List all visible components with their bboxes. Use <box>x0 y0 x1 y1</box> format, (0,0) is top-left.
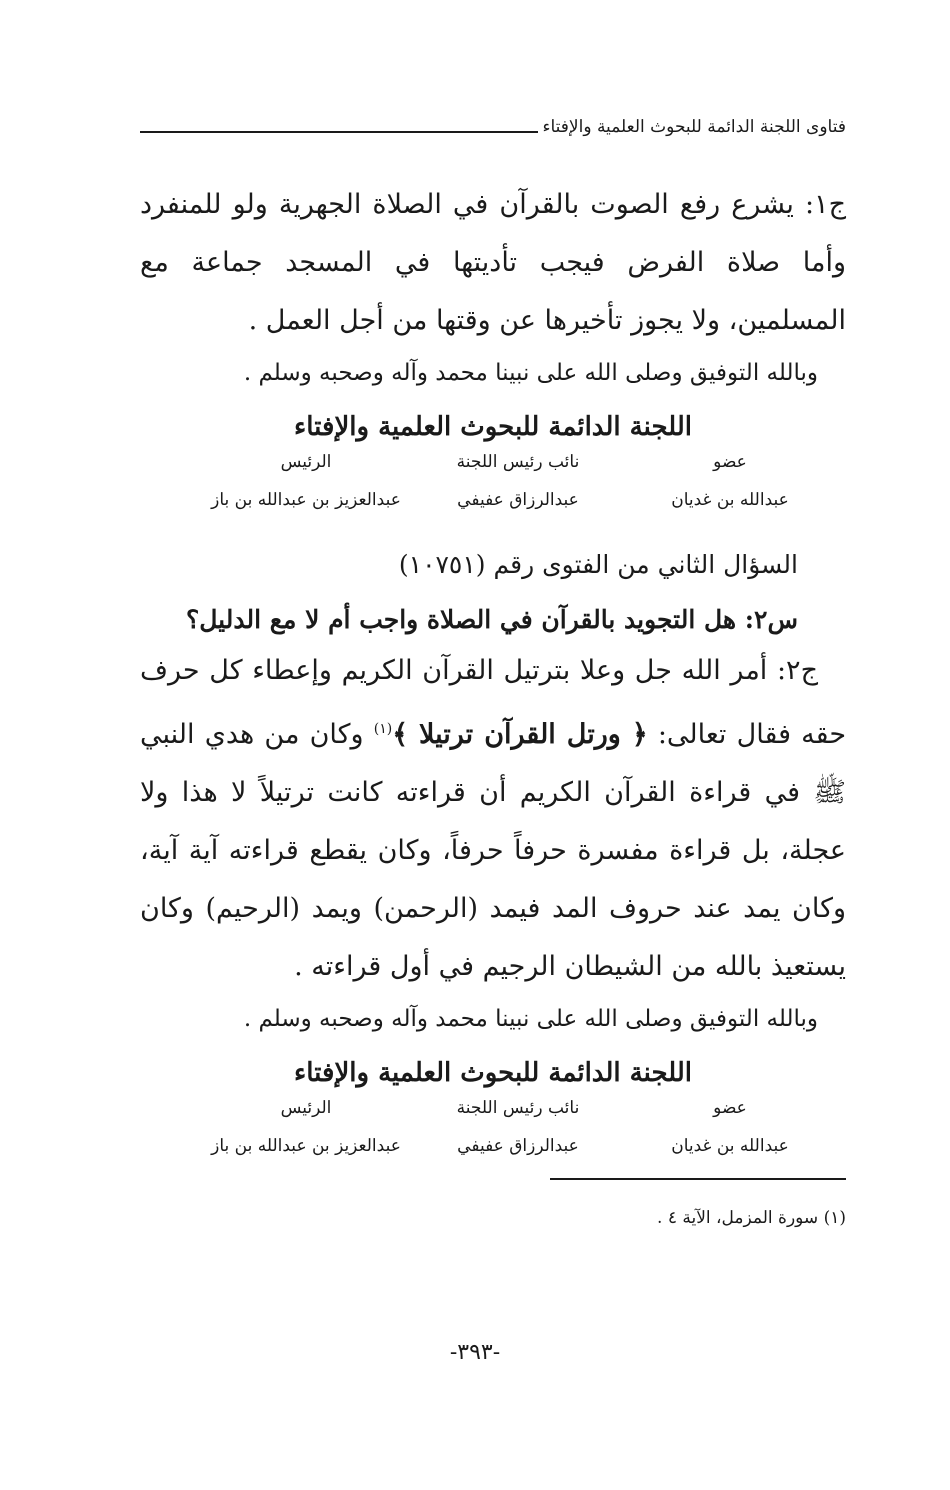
committee-name-2: اللجنة الدائمة للبحوث العلمية والإفتاء <box>294 1058 692 1088</box>
footnote-rule <box>550 1178 846 1180</box>
answer-2-part-1: ج٢: أمر الله جل وعلا بترتيل القرآن الكريم وإعطاء كل حرف حقه فقال تعالى: <box>140 655 847 750</box>
running-header <box>140 112 846 142</box>
footnote: (١) سورة المزمل، الآية ٤ . <box>657 1208 846 1228</box>
answer-2 <box>140 642 846 996</box>
header-rule <box>140 131 538 133</box>
closing-formula-2: وبالله التوفيق وصلى الله على نبينا محمد وآله وصحبه وسلم . <box>243 1006 818 1032</box>
name-chair: عبدالعزيز بن عبدالله بن باز <box>211 1136 401 1156</box>
page-number: -٣٩٣- <box>449 1340 501 1365</box>
signature-names-2 <box>140 1136 846 1156</box>
answer-2-part-2: وكان من هدي النبي ﷺ في قراءة القرآن الكريم أن قراءته كانت ترتيلاً لا هذا ولا عجلة، بل قراءة مفسرة حرفاً حرفاً، وكان يقطع قراءته آية آية، وكان يمد عند حروف المد فيمد (الرحمن) ويمد (الرحيم) وكان يستعيذ بالله من الشيطان الرجيم في أول قراءته . <box>140 719 846 982</box>
name-member: عبدالله بن غديان <box>671 490 789 510</box>
signature-roles-1 <box>140 452 846 472</box>
name-vice-chair: عبدالرزاق عفيفي <box>457 490 579 510</box>
fatwa-reference: السؤال الثاني من الفتوى رقم (١٠٧٥١) <box>398 550 798 579</box>
answer-1: ج١: يشرع رفع الصوت بالقرآن في الصلاة الجهرية ولو للمنفرد وأما صلاة الفرض فيجب تأديتها في المسجد جماعة مع المسلمين، ولا يجوز تأخيرها عن وقتها من أجل العمل . <box>140 189 846 336</box>
quran-verse: ﴿ ورتل القرآن ترتيلا ﴾ <box>392 719 648 750</box>
page-body <box>140 112 846 1228</box>
role-vice-chair: نائب رئيس اللجنة <box>456 452 580 472</box>
role-member: عضو <box>713 452 747 472</box>
footnote-marker: (١) <box>373 721 393 737</box>
name-vice-chair: عبدالرزاق عفيفي <box>457 1136 579 1156</box>
role-vice-chair: نائب رئيس اللجنة <box>456 1098 580 1118</box>
committee-name-1: اللجنة الدائمة للبحوث العلمية والإفتاء <box>294 412 692 442</box>
signature-roles-2 <box>140 1098 846 1118</box>
closing-formula-1: وبالله التوفيق وصلى الله على نبينا محمد وآله وصحبه وسلم . <box>243 360 818 386</box>
role-chair: الرئيس <box>280 452 332 472</box>
question-2: س٢: هل التجويد بالقرآن في الصلاة واجب أم لا مع الدليل؟ <box>185 605 798 634</box>
signature-names-1 <box>140 490 846 510</box>
role-member: عضو <box>713 1098 747 1118</box>
name-member: عبدالله بن غديان <box>671 1136 789 1156</box>
role-chair: الرئيس <box>280 1098 332 1118</box>
name-chair: عبدالعزيز بن عبدالله بن باز <box>211 490 401 510</box>
running-header-title: فتاوى اللجنة الدائمة للبحوث العلمية والإفتاء <box>542 117 846 137</box>
